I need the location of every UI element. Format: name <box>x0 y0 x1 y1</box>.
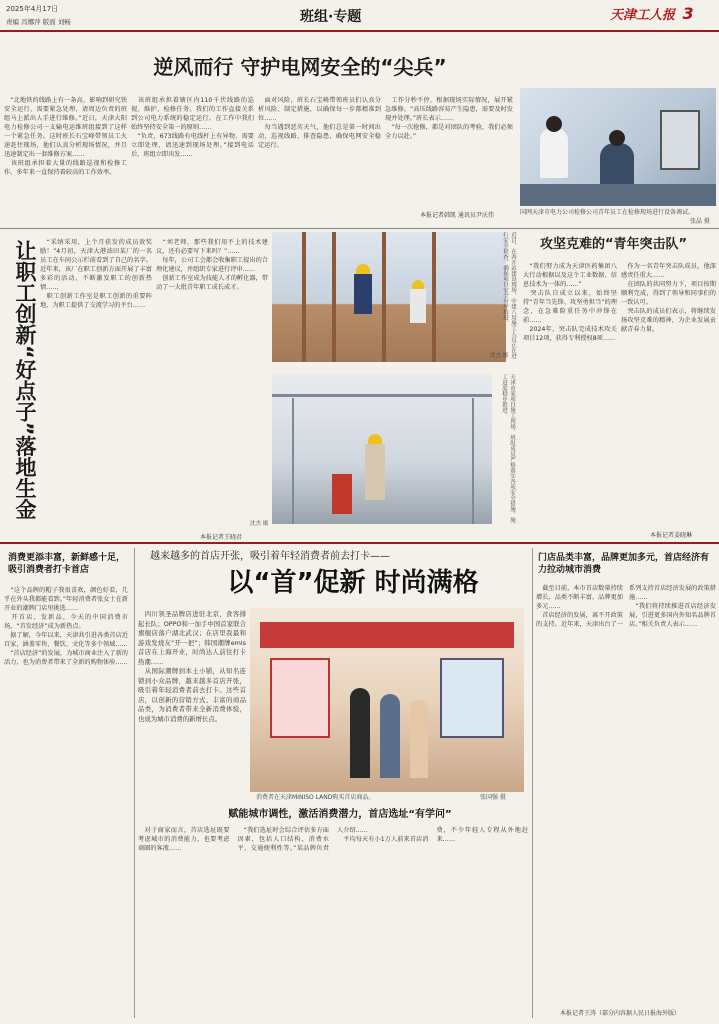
article2-title: 让职工创新“好点子”落地生金 <box>13 240 37 520</box>
bottom-title: 以“首”促新 时尚满格 <box>227 568 479 598</box>
store-photo-credit: 张国强 摄 <box>480 794 506 801</box>
article3-byline: 本报记者姜晓琳 <box>650 532 693 539</box>
bottom-mid-text: 对于商家而言，首店选址既要考虑城市的消费能力，也要考虑商圈的客流…… “我们选址时会综合评估多方面因素，包括人口结构、消费水平、交通便利性等。”某品牌负责人介绍…… 平均每天有小1万人前来首店消费，不少年轻人专程从外地赶来…… <box>138 827 528 852</box>
article3-col2: 作为一名青年突击队成员，他深感责任重大…… 在团队的共同努力下，项目按期顺利完成，得到了领导和同事们的一致认可。 突击队的成员们表示，将继续发扬攻坚克难的精神，为企业发展贡献青春力量。 <box>621 263 716 333</box>
masthead-rule <box>0 30 719 32</box>
team-photo <box>520 88 716 206</box>
construction-photo-1-caption: 近日，在西开站建设现场，中建八局施工人员正在进行安全检查，确保项目安全有序推进。 <box>502 232 516 359</box>
store-photo <box>250 608 524 792</box>
bottom-kicker: 越来越多的首店开张，吸引着年轻消费者前去打卡—— <box>150 551 390 562</box>
section-title: 班组·专题 <box>300 9 362 25</box>
bottom-right-title: 门店品类丰富，品牌更加多元，首店经济有力拉动城市消费 <box>538 553 710 575</box>
divider <box>0 228 719 229</box>
article1-col2: 该班组承担着辖区内110千伏线路的巡视、维护、检修任务。我们的工作直接关系到公司电力系统的稳定运行。在工作中我们始终坚持安全第一的原则…… “负责，673线路有电线杆上有异物，需要立即处理，请迅速到现场处理。”接到电话后，班组立即出发…… <box>131 97 254 158</box>
construction-photo-2-caption: 天津市某项目施工现场，班组成员严格落实各项安全措施，施工进度稳步推进。 <box>501 374 515 523</box>
article1-col3: 面对风险，班长石宝峰带领班员们认真分析风险、制定措施，以确保每一步都精准到位…… 每当遇到恶劣天气，他们总是第一时间出动，巡视线路、排查隐患，确保电网安全稳定运行。 <box>258 97 381 149</box>
construction-photo-2 <box>272 374 492 524</box>
construction-photo-1-credit: 沈杰 摄 <box>490 353 509 359</box>
article1-byline: 本报记者韩凯 通讯员尹庆伟 <box>420 212 494 219</box>
construction-photo-2-credit: 沈杰 摄 <box>250 521 269 527</box>
editor-credit: 责编 冯娜萍 版面 刘畅 <box>6 18 71 26</box>
bottom-right-text: 截至目前，本市首店数量持续增长，品类不断丰富，品牌更加多元…… 首店经济的发展，离不开政策的支持。近年来，天津出台了一系列支持首店经济发展的政策措施…… “我们将持续推进首店经济发展，引进更多国内外知名品牌首店。”相关负责人表示…… <box>536 585 716 628</box>
article3-title: 攻坚克难的“青年突击队” <box>540 237 688 252</box>
newspaper-logo: 天津工人报 3 <box>610 4 694 23</box>
issue-date: 2025年4月17日 <box>6 5 59 13</box>
article1-title: 逆风而行 守护电网安全的“尖兵” <box>153 55 447 79</box>
bottom-left-title: 消费更添丰富，新鲜感十足，吸引消费者打卡首店 <box>8 553 126 575</box>
article3-photo-credit: 张晶 摄 <box>690 218 710 225</box>
bottom-left-text: “这个品牌的帽子我很喜欢，颜色好看，几乎在外头我都能看到。”年轻消费者张女士在新开业的潮牌门店里挑选…… 开首店、发新品，今天的中国消费市场，“首发经济”成为新热点。 据了解，今年以来，天津共引进各类首店近百家，涵盖零售、餐饮、文化等多个领域…… “首店经济”的发展，为城市商业注入了新的活力，也为消费者带来了全新的购物体验…… <box>4 587 128 666</box>
store-photo-caption: 消费者在天津MINISO LAND购买首店商品。 <box>256 794 375 801</box>
bottom-byline: 本报记者王涛（部分内容据人民日报海外版） <box>560 1010 681 1017</box>
bottom-mid-title: 赋能城市调性，激活消费潜力，首店选址“有学问” <box>228 809 452 820</box>
article1-col4: 工作分秒不停，根据现场实际情况，展开紧急维修。“高压线路容易产生隐患，需要及时发现并处理。”班长表示…… “每一次抢修，都是对团队的考验，我们必须全力以赴。” <box>385 97 513 140</box>
article3-photo-caption: 国网天津市电力公司检修公司青年员工在检修现场进行设备调试。 <box>520 209 695 216</box>
column-rule-right <box>532 548 533 1018</box>
bottom-center-text: 四川领圣品牌店进驻北京，食客排起长队；OPPO和一加手中国首家联合旗舰店落户湖北武汉；在店里我最和游戏发烧友“开一把”；韩国潮牌emis首店在上海开业，时尚达人前往打卡热潮…… 从国际潮牌到本土小铺，从知名连锁到小众品牌，越来越多首店开张，吸引着年轻消费者前去打卡。这些首店，以创新的营销方式、丰富的商品品类，为消费者带来全新消费体验，也成为城市消费的新增长点。 <box>138 610 246 723</box>
column-rule-left <box>134 548 135 1018</box>
article3-col1: “我们努力成为天津医药集团八大行动根据以及这个工业数据、信息技术为一体的……” 突击队自成立以来，始终坚持“青年当先锋、攻坚勇担当”的理念，在急难险重任务中冲锋在前…… 2024年，突击队完成技术攻关项目12项，获得专利授权8项…… <box>523 263 617 342</box>
article2-col2: “刘老师，那些我们用不上的技术建议，还有必要写下来吗？”…… 每年，公司工会都会收集职工提出的合理化建议，并组织专家进行评审…… 创新工作室成为技能人才的孵化器，带动了一大批青年职工成长成才。 <box>156 239 268 291</box>
article2-col1: “采纳采用，上个月获发的成员效奖励！”4月初，天津大港油田某厂的一名员工在车间公示栏前看到了自己的名字。近年来，该厂在职工创新方面开展了丰富多彩的活动，不断激发职工的创新热情…… 职工创新工作室是职工创新的重要阵地，为职工提供了交流学习的平台…… <box>40 239 152 309</box>
article1-col1: “北地铁的线路上有一条高，影响到研究铁安全运行，需要紧急处理，请周边负责的班组马上派出人手进行维修。”近日，天津大阳电力检修公司一支输电运维班组接到了这样一个紧急任务。这时班长石宝峰带领员工火速赶往现场，他们认真分析现场情况，并且迅速制定出一套维修方案…… 该班组承担着大量的线路巡视和检修工作，多年来一直保持着较高的工作效率。 <box>4 97 127 176</box>
page-number: 3 <box>682 4 694 23</box>
article2-byline: 本报记者王晓君 <box>200 534 243 541</box>
section-rule <box>0 542 719 544</box>
